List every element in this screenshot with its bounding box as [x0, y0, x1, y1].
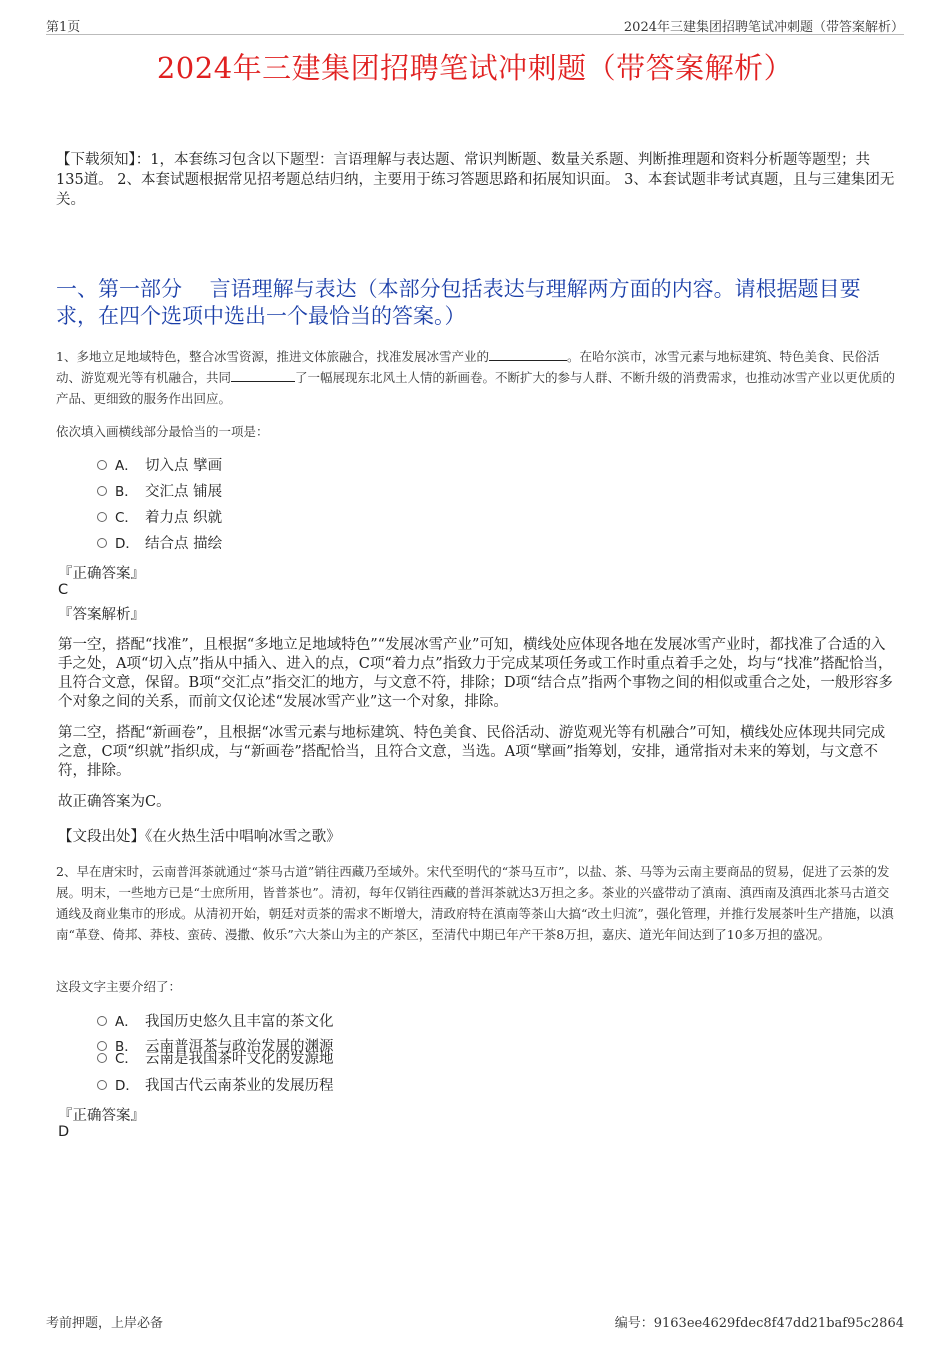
section-heading: 一、第一部分 言语理解与表达（本部分包括表达与理解两方面的内容。请根据题目要求，在四个选项中选出一个最恰当的答案。） — [56, 277, 861, 328]
q1-analysis-paragraph-1: 第一空，搭配“找准”，且根据“多地立足地域特色”“发展冰雪产业”可知，横线处应体现各地在发展冰雪产业时，都找准了合适的入手之处，A项“切入点”指从中插入、进入的点，C项“着力点”指致力于完成某项任务或工作时重点着手之处，均与“找准”搭配恰当，且符合文意，保留。B项“交汇点”指交汇的地方，与文意不符，排除；D项“结合点”指两个事物之间的相似或重合之处，一般形容多个对象之间的关系，而前文仅论述“发展冰雪产业”这一个对象，排除。 — [58, 637, 893, 710]
q1-answer-label: 『正确答案』 — [58, 566, 145, 582]
question-2-prompt: 这段文字主要介绍了： — [56, 979, 182, 994]
q1-analysis-paragraph-2: 第二空，搭配“新画卷”，且根据“冰雪元素与地标建筑、特色美食、民俗活动、游览观光等有机融合”可知，横线处应体现共同完成之意，C项“织就”指织成，与“新画卷”搭配恰当，且符合文意，当选。A项“擘画”指筹划，安排，通常指对未来的筹划，与文意不符，排除。 — [58, 725, 886, 779]
document-title: 2024年三建集团招聘笔试冲刺题（带答案解析） — [156, 51, 794, 85]
radio-icon[interactable] — [97, 1080, 107, 1090]
q2-option-a[interactable]: A． 我国历史悠久且丰富的茶文化 — [97, 1011, 334, 1033]
q1-conclusion: 故正确答案为C。 — [58, 794, 171, 810]
download-notice: 【下载须知】：1，本套练习包含以下题型：言语理解与表达题、常识判断题、数量关系题、判断推理题和资料分析题等题型；共135道。 2、本套试题根据常见招考题总结归纳，主要用于练习答题思路和拓展知识面。 3、本套试题非考试真题，且与三建集团无关。 — [56, 152, 895, 208]
radio-icon[interactable] — [97, 1053, 107, 1063]
q1-option-b[interactable]: B． 交汇点 铺展 — [97, 481, 222, 503]
radio-icon[interactable] — [97, 486, 107, 496]
q2-option-d[interactable]: D． 我国古代云南茶业的发展历程 — [97, 1075, 334, 1097]
page-header — [46, 14, 904, 35]
q2-answer: D — [58, 1124, 70, 1140]
radio-icon[interactable] — [97, 538, 107, 548]
fill-blank-1 — [489, 347, 567, 361]
q2-option-c[interactable]: C． 云南是我国茶叶文化的发源地 — [97, 1048, 334, 1070]
question-1-prompt: 依次填入画横线部分最恰当的一项是： — [56, 424, 269, 439]
q2-option-b[interactable]: B． 云南普洱茶与政治发展的渊源 — [97, 1036, 334, 1058]
page-number: 第1页 — [46, 20, 81, 35]
q1-answer: C — [58, 582, 69, 598]
q2-answer-label: 『正确答案』 — [58, 1108, 145, 1124]
radio-icon[interactable] — [97, 460, 107, 470]
question-1-text: 1、多地立足地域特色，整合冰雪资源，推进文体旅融合，找准发展冰雪产业的 。在哈尔滨市，冰雪元素与地标建筑、特色美食、民俗活动、游览观光等有机融合，共同 了一幅展现东北风土人情的新画卷。不断扩大的参与人群、不断升级的消费需求，也推动冰雪产业以更优质的产品、更细致的服务作出回应。 — [56, 349, 896, 406]
footer-serial-number: 编号：9163ee4629fdec8f47dd21baf95c2864 — [614, 1316, 904, 1331]
q1-option-c[interactable]: C． 着力点 织就 — [97, 507, 222, 529]
question-2-text: 2、早在唐宋时，云南普洱茶就通过“茶马古道”销往西藏乃至域外。宋代至明代的“茶马互市”，以盐、茶、马等为云南主要商品的贸易，促进了云茶的发展。明末，一些地方已是“士庶所用，皆普茶也”。清初，每年仅销往西藏的普洱茶就达3万担之多。茶业的兴盛带动了滇南、滇西南及滇西北茶马古道交通线及商业集市的形成。从清初开始，朝廷对贡茶的需求不断增大，清政府特在滇南等茶山大搞“改土归流”，强化管理，并推行发展茶叶生产措施，以滇南“革登、倚邦、莽枝、蛮砖、漫撒、攸乐”六大茶山为主的产茶区，至清代中期已年产干茶8万担，嘉庆、道光年间达到了10多万担的盛况。 — [56, 864, 894, 942]
q1-analysis-label: 『答案解析』 — [58, 607, 145, 623]
footer-slogan: 考前押题，上岸必备 — [46, 1316, 164, 1331]
radio-icon[interactable] — [97, 1016, 107, 1026]
q1-source: 【文段出处】《在火热生活中唱响冰雪之歌》 — [58, 829, 341, 845]
header-doc-title: 2024年三建集团招聘笔试冲刺题（带答案解析） — [623, 20, 904, 35]
radio-icon[interactable] — [97, 512, 107, 522]
q1-option-a[interactable]: A． 切入点 擘画 — [97, 455, 222, 477]
q1-option-d[interactable]: D． 结合点 描绘 — [97, 533, 222, 555]
fill-blank-2 — [231, 368, 295, 382]
